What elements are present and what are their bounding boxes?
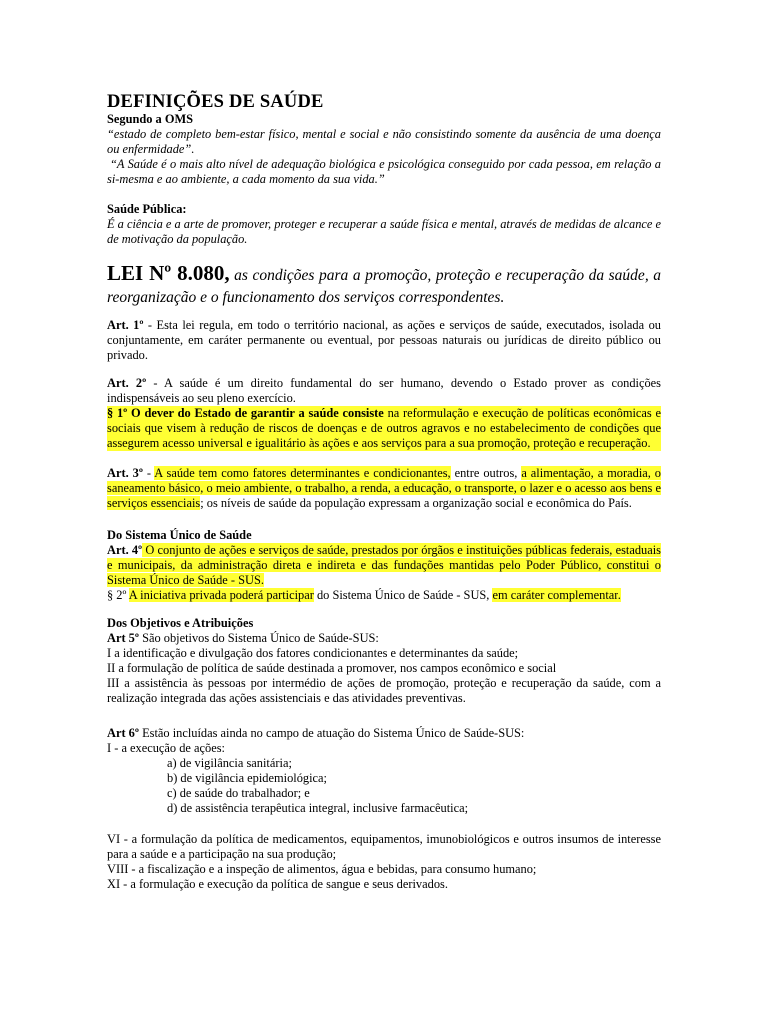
art6-continued: [107, 832, 661, 892]
lei-section: [107, 262, 661, 309]
art3-mid: entre outros,: [450, 466, 522, 480]
oms-heading: Segundo a OMS: [107, 112, 194, 126]
saude-publica-heading: Saúde Pública:: [107, 202, 187, 216]
art3-rest: ; os níveis de saúde da população expressam a organização social e econômica do País.: [200, 496, 632, 510]
paragraph2-mid: do Sistema Único de Saúde - SUS,: [313, 588, 493, 602]
art4-label: Art. 4º: [107, 543, 143, 557]
art6-item-c: c) de saúde do trabalhador; e: [167, 786, 310, 800]
art5-text: São objetivos do Sistema Único de Saúde-SUS:: [138, 631, 379, 645]
art4-text: O conjunto de ações e serviços de saúde, prestados por órgãos e instituições públicas federais, estaduais e municipais, da administração direta e indireta e das fundações mantidas pelo Poder Público, constitui o Sistema Único de Saúde - SUS.: [107, 543, 661, 587]
sus-section: [107, 528, 661, 603]
objetivos-heading: Dos Objetivos e Atribuições: [107, 616, 254, 630]
art2-paragraph1-text: na reformulação e execução de políticas econômicas e sociais que visem à redução de riscos de doenças e de outros agravos e no estabelecimento de condições que assegurem acesso universal e igualitário às ações e aos serviços para a sua promoção, proteção e recuperação.: [107, 406, 661, 450]
objetivos-section: [107, 616, 661, 706]
oms-quote-1: “estado de completo bem-estar físico, mental e social e não consistindo somente da ausência de uma doença ou enfermidade”.: [107, 127, 661, 156]
art6-item-a: a) de vigilância sanitária;: [167, 756, 292, 770]
sus-heading: Do Sistema Único de Saúde: [107, 528, 252, 542]
art3-sep: -: [142, 466, 155, 480]
art3-highlight-2: a alimentação, a moradia, o saneamento básico, o meio ambiente, o trabalho, a renda, a educação, o transporte, o lazer e o acesso aos bens e serviços essenciais: [107, 466, 662, 510]
oms-quote-2: “A Saúde é o mais alto nível de adequação biológica e psicológica conseguido por cada pessoa, em relação a si-mesma e ao ambiente, a cada momento da sua vida.”: [107, 157, 661, 186]
art6-item-viii: VIII - a fiscalização e a inspeção de alimentos, água e bebidas, para consumo humano;: [107, 862, 537, 876]
lei-end: .: [500, 289, 505, 306]
art6-item-xi: XI - a formulação e execução da política de sangue e seus derivados.: [107, 877, 448, 891]
saude-publica-section: [107, 202, 661, 247]
art6-item-i: I - a execução de ações:: [107, 741, 225, 755]
art6-item-b: b) de vigilância epidemiológica;: [167, 771, 327, 785]
oms-section: [107, 112, 661, 187]
page-title: DEFINIÇÕES DE SAÚDE: [107, 92, 324, 112]
art5-item-3: III a assistência às pessoas por intermédio de ações de promoção, proteção e recuperação da saúde, com a realização integrada das ações assistenciais e das atividades preventivas.: [107, 676, 661, 705]
paragraph2-label: § 2º: [107, 588, 127, 602]
paragraph2-highlight-2: em caráter complementar: [492, 588, 618, 602]
art5-item-1: I a identificação e divulgação dos fatores condicionantes e determinantes da saúde;: [107, 646, 519, 660]
art3-highlight-1: A saúde tem como fatores determinantes e condicionantes,: [154, 466, 451, 480]
art2-section: [107, 376, 661, 451]
art5-label: Art 5º: [107, 631, 139, 645]
paragraph2-highlight: A iniciativa privada poderá participar: [128, 588, 314, 602]
art1-section: [107, 318, 661, 363]
paragraph2-end: .: [617, 588, 621, 602]
art1-label: Art. 1º: [107, 318, 144, 332]
art6-text: Estão incluídas ainda no campo de atuação do Sistema Único de Saúde-SUS:: [138, 726, 525, 740]
art3-label: Art. 3º: [107, 466, 143, 480]
art3-section: [107, 466, 661, 511]
saude-publica-text: É a ciência e a arte de promover, proteger e recuperar a saúde física e mental, através de medidas de alcance e de motivação da população.: [107, 217, 661, 246]
art2-paragraph1-label: § 1º O dever do Estado de garantir a saúde consiste: [107, 406, 384, 420]
art2-text: - A saúde é um direito fundamental do ser humano, devendo o Estado prover as condições indispensáveis ao seu pleno exercício.: [107, 376, 661, 405]
art1-text: - Esta lei regula, em todo o território nacional, as ações e serviços de saúde, executados, isolada ou conjuntamente, em caráter permanente ou eventual, por pessoas naturais ou jurídicas de direito público ou privado.: [107, 318, 661, 362]
art6-item-vi: VI - a formulação da política de medicamentos, equipamentos, imunobiológicos e outros insumos de interesse para a saúde e a participação na sua produção;: [107, 832, 661, 861]
art5-item-2: II a formulação de política de saúde destinada a promover, nos campos econômico e social: [107, 661, 557, 675]
art2-label: Art. 2º: [107, 376, 147, 390]
lei-text: as condições para a promoção, proteção e recuperação da saúde, a reorganização e o funcionamento dos serviços correspondentes: [107, 267, 661, 306]
lei-number: LEI Nº 8.080,: [107, 261, 230, 285]
art6-section: [107, 726, 661, 816]
art6-label: Art 6º: [107, 726, 139, 740]
art6-item-d: d) de assistência terapêutica integral, inclusive farmacêutica;: [167, 801, 469, 815]
